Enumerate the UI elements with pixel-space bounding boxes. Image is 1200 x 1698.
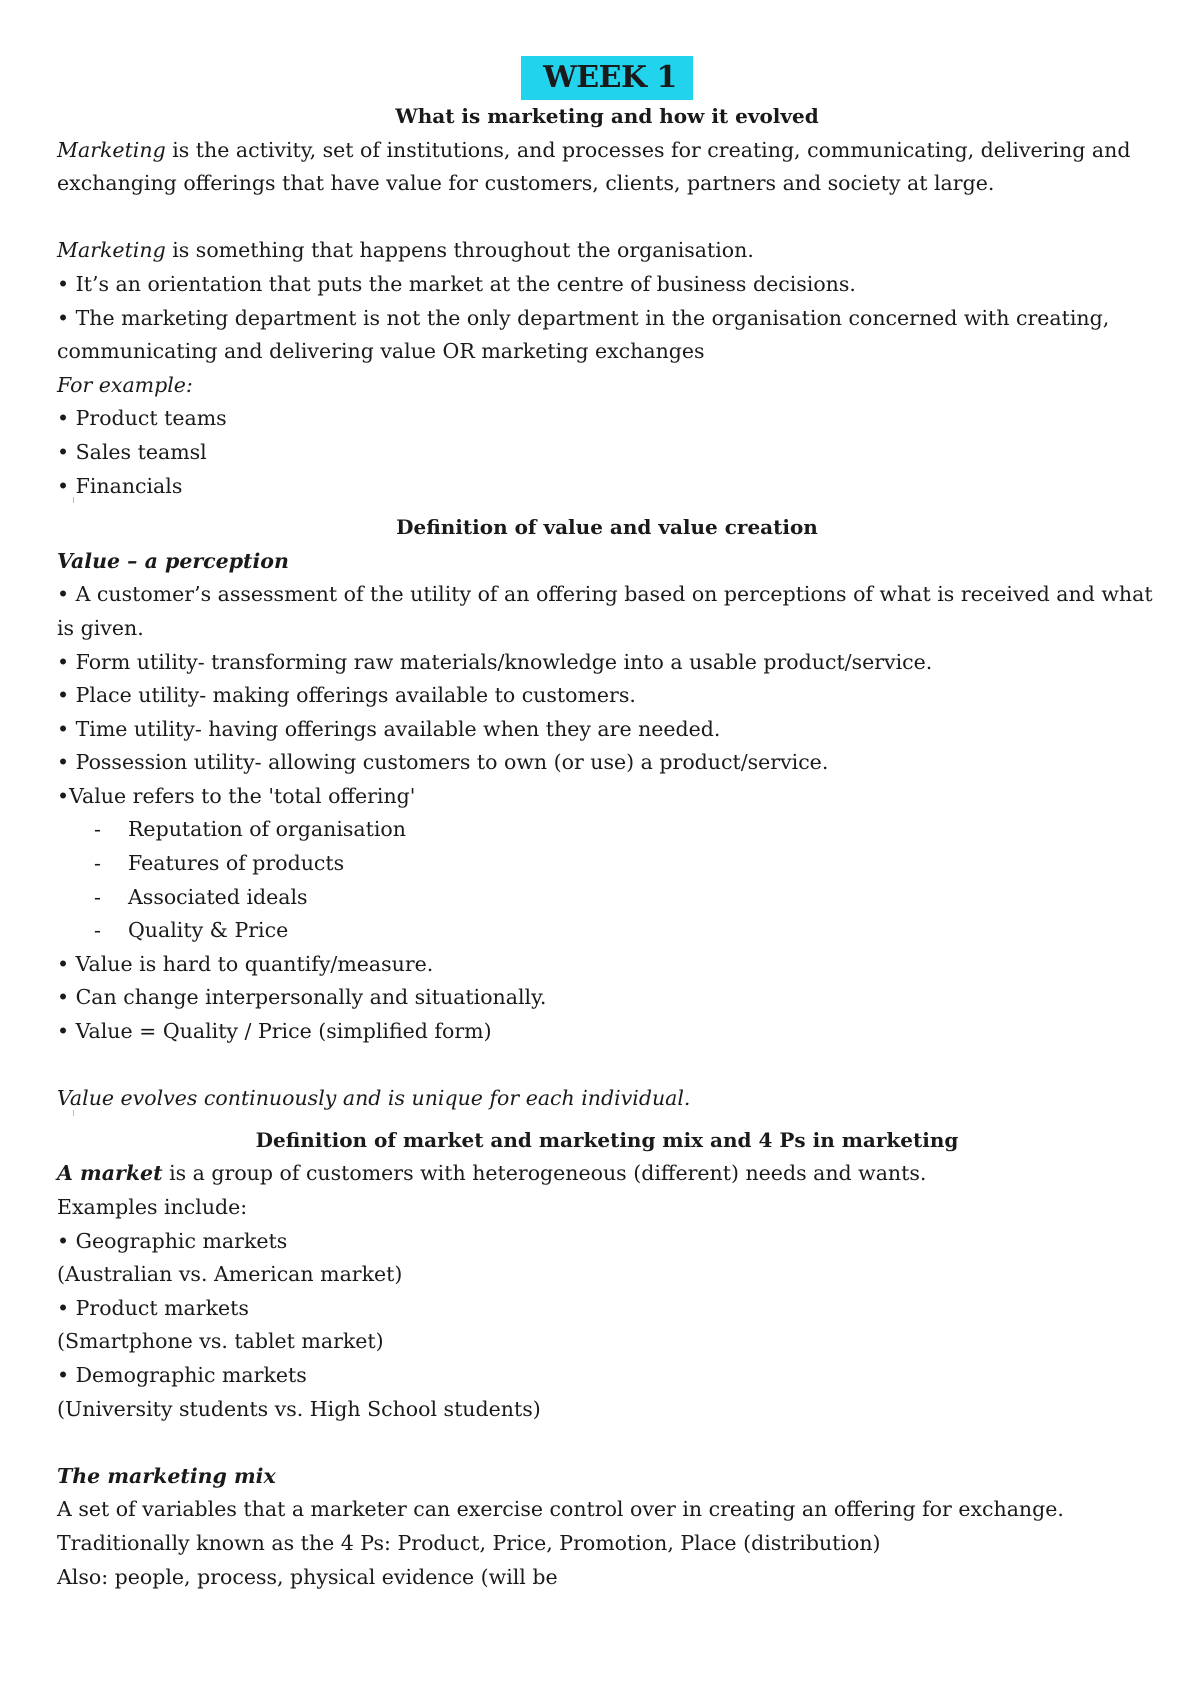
example-item: • Product teams xyxy=(57,406,227,431)
dash-marker: - xyxy=(94,918,101,943)
assessment-line2: is given. xyxy=(57,615,144,640)
section1-heading: What is marketing and how it evolved xyxy=(395,104,819,128)
total-offering-line: •Value refers to the 'total offering' xyxy=(57,783,416,808)
divider-mark xyxy=(57,503,1157,511)
market-definition xyxy=(57,1157,1157,1191)
utility-item: • Form utility- transforming raw materials/knowledge into a usable product/service. xyxy=(57,649,933,674)
spacer xyxy=(57,1049,1157,1083)
document-page xyxy=(57,56,1157,1594)
marketing-term: Marketing xyxy=(57,137,166,162)
dash-text: Features of products xyxy=(128,851,345,876)
market-example: • Demographic markets xyxy=(57,1362,307,1387)
value-bullet: • Value = Quality / Price (simplified form) xyxy=(57,1019,492,1044)
dash-marker: - xyxy=(94,851,101,876)
also-line: Also: people, process, physical evidence (will be xyxy=(57,1564,558,1589)
title-row xyxy=(57,56,1157,100)
week-title: WEEK 1 xyxy=(521,56,693,100)
marketing-definition-line1 xyxy=(57,134,1157,168)
value-subheading: Value – a perception xyxy=(57,548,289,573)
for-example-label: For example: xyxy=(57,372,193,397)
dash-marker: - xyxy=(94,817,101,842)
example-item: • Financials xyxy=(57,473,183,498)
dash-text: Reputation of organisation xyxy=(128,817,406,842)
dash-item xyxy=(57,881,1157,915)
divider-mark xyxy=(57,1116,1157,1124)
dash-text: Associated ideals xyxy=(128,884,308,909)
dash-item xyxy=(57,847,1157,881)
value-closing-line: Value evolves continuously and is unique for each individual. xyxy=(57,1086,691,1111)
marketing-definition-line2: exchanging offerings that have value for customers, clients, partners and society at large. xyxy=(57,171,995,196)
marketing-term: Marketing xyxy=(57,238,166,263)
dash-marker: - xyxy=(94,884,101,909)
dash-item xyxy=(57,914,1157,948)
definition-text: is the activity, set of institutions, and processes for creating, communicating, delivering and xyxy=(165,137,1131,162)
bullet-department-line2: communicating and delivering value OR marketing exchanges xyxy=(57,339,705,364)
bullet-orientation: • It’s an orientation that puts the market at the centre of business decisions. xyxy=(57,271,856,296)
section3-heading: Definition of market and marketing mix and 4 Ps in marketing xyxy=(255,1127,959,1152)
examples-include-label: Examples include: xyxy=(57,1195,248,1219)
example-item: • Sales teamsl xyxy=(57,439,207,464)
spacer xyxy=(57,201,1157,235)
organisation-text: is something that happens throughout the organisation. xyxy=(165,238,754,263)
market-term: A market xyxy=(57,1161,163,1186)
market-example: (University students vs. High School students) xyxy=(57,1396,541,1421)
dash-text: Quality & Price xyxy=(128,918,289,943)
utility-item: • Possession utility- allowing customers to own (or use) a product/service. xyxy=(57,750,829,775)
spacer xyxy=(57,1426,1157,1460)
market-definition-text: is a group of customers with heterogeneous (different) needs and wants. xyxy=(162,1161,927,1186)
organisation-line xyxy=(57,234,1157,268)
utility-item: • Time utility- having offerings available when they are needed. xyxy=(57,716,721,741)
utility-item: • Place utility- making offerings available to customers. xyxy=(57,683,636,708)
value-bullet: • Value is hard to quantify/measure. xyxy=(57,951,434,976)
four-ps-line: Traditionally known as the 4 Ps: Product, Price, Promotion, Place (distribution) xyxy=(57,1530,881,1555)
dash-item xyxy=(57,813,1157,847)
market-example: • Product markets xyxy=(57,1295,249,1320)
assessment-line1: • A customer’s assessment of the utility of an offering based on perceptions of what is received and what xyxy=(57,582,1153,607)
market-example: • Geographic markets xyxy=(57,1228,288,1253)
bullet-department-line1: • The marketing department is not the only department in the organisation concerned with creating, xyxy=(57,305,1110,330)
value-bullet: • Can change interpersonally and situationally. xyxy=(57,985,547,1010)
marketing-mix-definition: A set of variables that a marketer can exercise control over in creating an offering for exchange. xyxy=(57,1497,1064,1522)
market-example: (Australian vs. American market) xyxy=(57,1262,403,1287)
section2-heading: Definition of value and value creation xyxy=(396,515,818,540)
market-example: (Smartphone vs. tablet market) xyxy=(57,1329,384,1354)
marketing-mix-heading: The marketing mix xyxy=(57,1463,276,1488)
